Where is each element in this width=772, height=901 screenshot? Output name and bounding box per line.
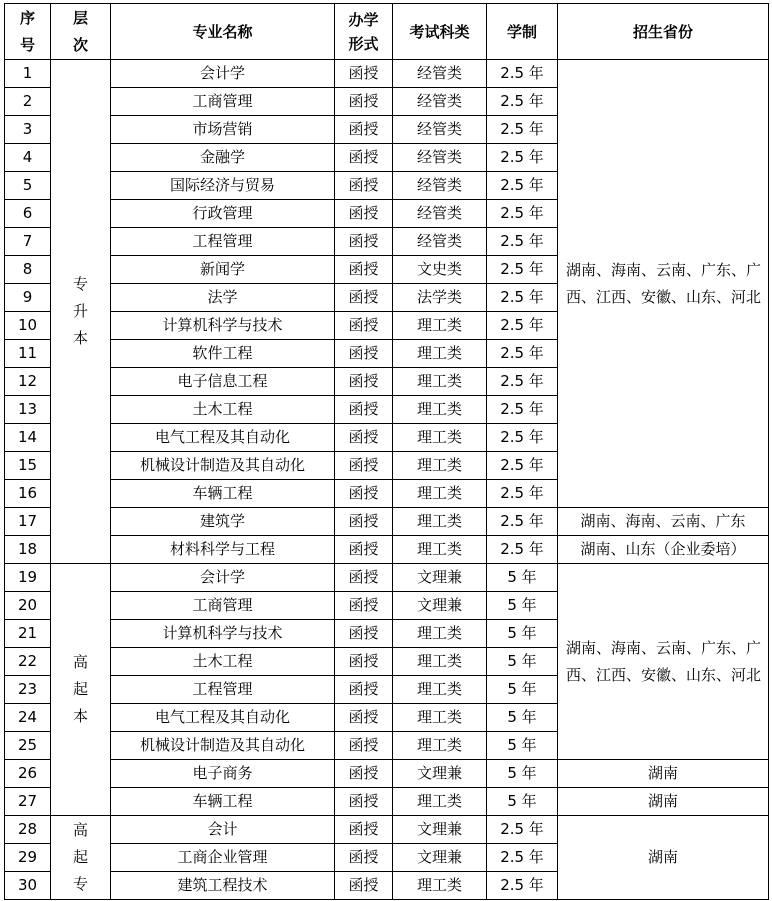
- header-major: 专业名称: [111, 4, 335, 60]
- exam-category: 理工类: [393, 872, 487, 900]
- duration: 2.5 年: [487, 536, 558, 564]
- major-name: 车辆工程: [111, 788, 335, 816]
- study-mode: 函授: [335, 88, 393, 116]
- major-name: 软件工程: [111, 340, 335, 368]
- exam-category: 文理兼: [393, 760, 487, 788]
- duration: 2.5 年: [487, 88, 558, 116]
- duration: 2.5 年: [487, 844, 558, 872]
- major-name: 工商管理: [111, 88, 335, 116]
- study-mode: 函授: [335, 200, 393, 228]
- exam-category: 理工类: [393, 536, 487, 564]
- duration: 5 年: [487, 788, 558, 816]
- header-row: [5, 4, 769, 60]
- exam-category: 理工类: [393, 424, 487, 452]
- duration: 2.5 年: [487, 480, 558, 508]
- study-mode: 函授: [335, 116, 393, 144]
- study-mode: 函授: [335, 228, 393, 256]
- major-name: 机械设计制造及其自动化: [111, 452, 335, 480]
- duration: 2.5 年: [487, 256, 558, 284]
- duration: 2.5 年: [487, 508, 558, 536]
- study-mode: 函授: [335, 172, 393, 200]
- table-row: [5, 536, 769, 564]
- exam-category: 理工类: [393, 732, 487, 760]
- study-mode: 函授: [335, 592, 393, 620]
- major-name: 金融学: [111, 144, 335, 172]
- header-exam: 考试科类: [393, 4, 487, 60]
- major-name: 电子商务: [111, 760, 335, 788]
- study-mode: 函授: [335, 60, 393, 88]
- study-mode: 函授: [335, 368, 393, 396]
- major-name: 工商管理: [111, 592, 335, 620]
- major-name: 土木工程: [111, 396, 335, 424]
- major-name: 工程管理: [111, 676, 335, 704]
- duration: 5 年: [487, 648, 558, 676]
- row-index: 3: [5, 116, 51, 144]
- row-index: 1: [5, 60, 51, 88]
- row-index: 16: [5, 480, 51, 508]
- duration: 2.5 年: [487, 396, 558, 424]
- study-mode: 函授: [335, 732, 393, 760]
- duration: 2.5 年: [487, 60, 558, 88]
- exam-category: 经管类: [393, 88, 487, 116]
- major-name: 材料科学与工程: [111, 536, 335, 564]
- exam-category: 经管类: [393, 200, 487, 228]
- row-index: 14: [5, 424, 51, 452]
- provinces-cell: 湖南: [558, 788, 769, 816]
- major-name: 会计: [111, 816, 335, 844]
- table-row: [5, 760, 769, 788]
- row-index: 18: [5, 536, 51, 564]
- exam-category: 理工类: [393, 452, 487, 480]
- duration: 5 年: [487, 760, 558, 788]
- study-mode: 函授: [335, 564, 393, 592]
- major-name: 建筑工程技术: [111, 872, 335, 900]
- major-name: 会计学: [111, 564, 335, 592]
- major-name: 会计学: [111, 60, 335, 88]
- table-row: [5, 60, 769, 88]
- row-index: 21: [5, 620, 51, 648]
- study-mode: 函授: [335, 424, 393, 452]
- major-name: 新闻学: [111, 256, 335, 284]
- duration: 5 年: [487, 676, 558, 704]
- provinces-cell: 湖南: [558, 760, 769, 788]
- major-name: 建筑学: [111, 508, 335, 536]
- header-level: 层 次: [51, 4, 111, 60]
- header-index: 序 号: [5, 4, 51, 60]
- duration: 5 年: [487, 564, 558, 592]
- major-name: 土木工程: [111, 648, 335, 676]
- exam-category: 理工类: [393, 676, 487, 704]
- row-index: 24: [5, 704, 51, 732]
- row-index: 29: [5, 844, 51, 872]
- major-name: 计算机科学与技术: [111, 312, 335, 340]
- study-mode: 函授: [335, 340, 393, 368]
- major-name: 电气工程及其自动化: [111, 424, 335, 452]
- exam-category: 理工类: [393, 312, 487, 340]
- provinces-cell: 湖南、山东（企业委培）: [558, 536, 769, 564]
- study-mode: 函授: [335, 452, 393, 480]
- exam-category: 理工类: [393, 704, 487, 732]
- header-duration: 学制: [487, 4, 558, 60]
- study-mode: 函授: [335, 676, 393, 704]
- row-index: 9: [5, 284, 51, 312]
- row-index: 26: [5, 760, 51, 788]
- exam-category: 理工类: [393, 620, 487, 648]
- exam-category: 经管类: [393, 60, 487, 88]
- study-mode: 函授: [335, 256, 393, 284]
- level-cell: [51, 60, 111, 564]
- duration: 5 年: [487, 704, 558, 732]
- table-body: [5, 60, 769, 900]
- level-label: 专 升 本: [73, 275, 89, 347]
- row-index: 30: [5, 872, 51, 900]
- exam-category: 理工类: [393, 396, 487, 424]
- row-index: 22: [5, 648, 51, 676]
- table-row: [5, 508, 769, 536]
- study-mode: 函授: [335, 312, 393, 340]
- exam-category: 经管类: [393, 228, 487, 256]
- table-row: [5, 564, 769, 592]
- level-label: 高 起 专: [73, 821, 89, 893]
- exam-category: 理工类: [393, 788, 487, 816]
- row-index: 5: [5, 172, 51, 200]
- duration: 2.5 年: [487, 116, 558, 144]
- row-index: 10: [5, 312, 51, 340]
- level-label: 高 起 本: [73, 653, 89, 725]
- exam-category: 文理兼: [393, 816, 487, 844]
- duration: 2.5 年: [487, 200, 558, 228]
- major-name: 市场营销: [111, 116, 335, 144]
- row-index: 27: [5, 788, 51, 816]
- duration: 2.5 年: [487, 340, 558, 368]
- duration: 2.5 年: [487, 424, 558, 452]
- row-index: 8: [5, 256, 51, 284]
- row-index: 25: [5, 732, 51, 760]
- table-row: [5, 788, 769, 816]
- exam-category: 文理兼: [393, 844, 487, 872]
- major-name: 工商企业管理: [111, 844, 335, 872]
- study-mode: 函授: [335, 396, 393, 424]
- exam-category: 经管类: [393, 172, 487, 200]
- exam-category: 理工类: [393, 368, 487, 396]
- level-cell: [51, 816, 111, 900]
- exam-category: 文理兼: [393, 564, 487, 592]
- major-name: 机械设计制造及其自动化: [111, 732, 335, 760]
- major-name: 电子信息工程: [111, 368, 335, 396]
- major-name: 电气工程及其自动化: [111, 704, 335, 732]
- duration: 5 年: [487, 620, 558, 648]
- major-name: 法学: [111, 284, 335, 312]
- row-index: 2: [5, 88, 51, 116]
- duration: 5 年: [487, 592, 558, 620]
- provinces-cell: 湖南、海南、云南、广东: [558, 508, 769, 536]
- major-name: 计算机科学与技术: [111, 620, 335, 648]
- duration: 2.5 年: [487, 312, 558, 340]
- exam-category: 理工类: [393, 648, 487, 676]
- level-cell: [51, 564, 111, 816]
- row-index: 17: [5, 508, 51, 536]
- duration: 2.5 年: [487, 172, 558, 200]
- enrollment-table: [4, 3, 769, 900]
- major-name: 车辆工程: [111, 480, 335, 508]
- row-index: 11: [5, 340, 51, 368]
- study-mode: 函授: [335, 648, 393, 676]
- duration: 5 年: [487, 732, 558, 760]
- provinces-cell: 湖南、海南、云南、广东、广西、江西、安徽、山东、河北: [558, 60, 769, 508]
- major-name: 国际经济与贸易: [111, 172, 335, 200]
- duration: 2.5 年: [487, 452, 558, 480]
- exam-category: 文史类: [393, 256, 487, 284]
- duration: 2.5 年: [487, 872, 558, 900]
- exam-category: 经管类: [393, 116, 487, 144]
- study-mode: 函授: [335, 788, 393, 816]
- exam-category: 文理兼: [393, 592, 487, 620]
- study-mode: 函授: [335, 844, 393, 872]
- row-index: 6: [5, 200, 51, 228]
- row-index: 15: [5, 452, 51, 480]
- row-index: 12: [5, 368, 51, 396]
- study-mode: 函授: [335, 816, 393, 844]
- row-index: 28: [5, 816, 51, 844]
- exam-category: 理工类: [393, 480, 487, 508]
- study-mode: 函授: [335, 760, 393, 788]
- exam-category: 理工类: [393, 508, 487, 536]
- study-mode: 函授: [335, 508, 393, 536]
- duration: 2.5 年: [487, 228, 558, 256]
- row-index: 20: [5, 592, 51, 620]
- duration: 2.5 年: [487, 144, 558, 172]
- header-provinces: 招生省份: [558, 4, 769, 60]
- provinces-cell: 湖南: [558, 816, 769, 900]
- major-name: 行政管理: [111, 200, 335, 228]
- study-mode: 函授: [335, 284, 393, 312]
- row-index: 23: [5, 676, 51, 704]
- row-index: 19: [5, 564, 51, 592]
- row-index: 4: [5, 144, 51, 172]
- study-mode: 函授: [335, 620, 393, 648]
- study-mode: 函授: [335, 872, 393, 900]
- duration: 2.5 年: [487, 284, 558, 312]
- row-index: 7: [5, 228, 51, 256]
- exam-category: 法学类: [393, 284, 487, 312]
- exam-category: 经管类: [393, 144, 487, 172]
- study-mode: 函授: [335, 144, 393, 172]
- exam-category: 理工类: [393, 340, 487, 368]
- table-row: [5, 816, 769, 844]
- row-index: 13: [5, 396, 51, 424]
- header-mode: 办学 形式: [335, 4, 393, 60]
- study-mode: 函授: [335, 704, 393, 732]
- study-mode: 函授: [335, 536, 393, 564]
- major-name: 工程管理: [111, 228, 335, 256]
- provinces-cell: 湖南、海南、云南、广东、广西、江西、安徽、山东、河北: [558, 564, 769, 760]
- duration: 2.5 年: [487, 816, 558, 844]
- duration: 2.5 年: [487, 368, 558, 396]
- study-mode: 函授: [335, 480, 393, 508]
